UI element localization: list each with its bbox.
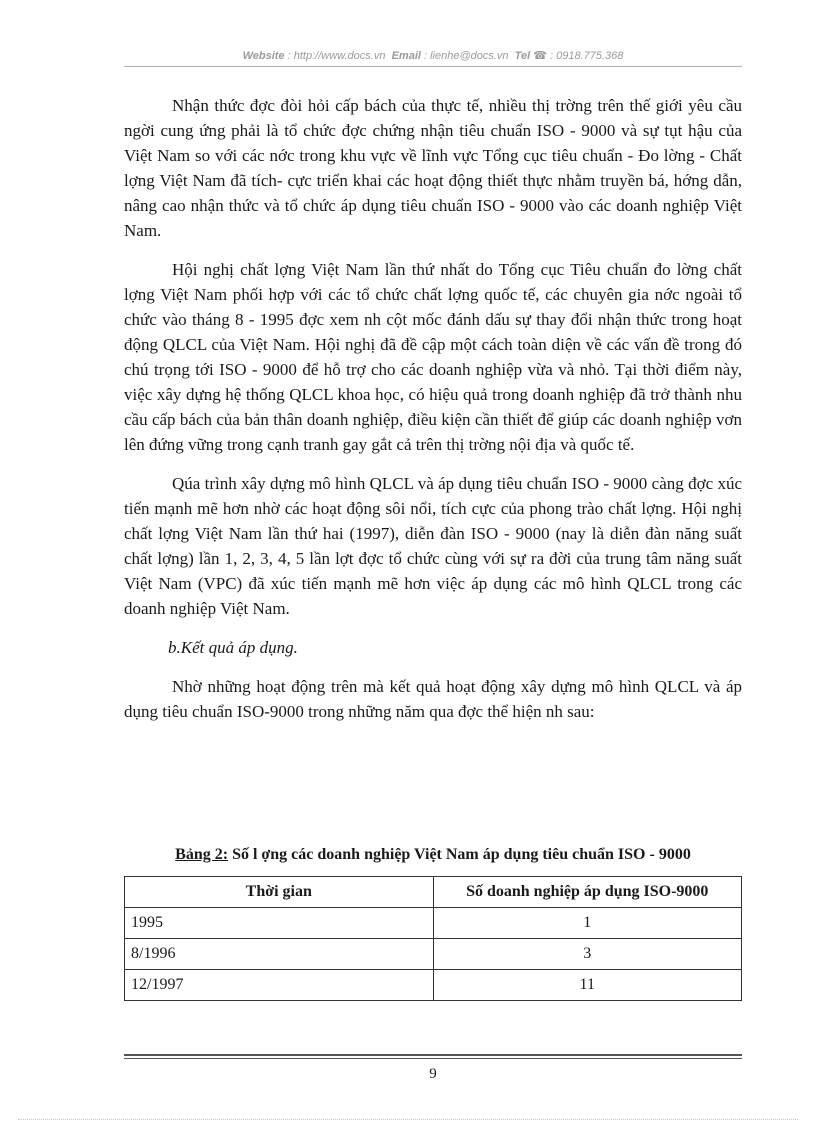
section-subheading: b.Kết quả áp dụng. xyxy=(168,638,298,657)
paragraph-2: Hội nghị chất lợng Việt Nam lần thứ nhất do Tổng cục Tiêu chuẩn đo lờng chất lợng Việt Nam phối hợp với các tổ chức chất lợng quốc tế, các chuyên gia nớc ngoài tổ chức vào tháng 8 - 1995 đợc xem nh cột mốc đánh dấu sự thay đổi nhận thức trong hoạt động QLCL của Việt Nam. Hội nghị đã đề cập một cách toàn diện về các vấn đề trong đó chú trọng tới ISO - 9000 để hỗ trợ cho các doanh nghiệp vừa và nhỏ. Tại thời điểm này, việc xây dựng hệ thống QLCL khoa học, có hiệu quả trong doanh nghiệp đã trở thành nhu cầu cấp bách của bản thân doanh nghiệp, điều kiện cần thiết để giúp các doanh nghiệp vơn lên đứng vững trong cạnh tranh gay gắt cả trên thị trờng nội địa và quốc tế. xyxy=(124,260,742,454)
cell-time: 12/1997 xyxy=(125,970,434,1001)
column-header-time: Thời gian xyxy=(125,877,434,908)
website-value[interactable]: : http://www.docs.vn xyxy=(287,50,386,62)
column-header-count: Số doanh nghiệp áp dụng ISO-9000 xyxy=(433,877,742,908)
table-row xyxy=(125,908,742,939)
page-header xyxy=(124,49,742,62)
document-body xyxy=(124,93,742,738)
footer-divider-thin xyxy=(124,1058,742,1059)
table-row xyxy=(125,970,742,1001)
paragraph-1: Nhận thức đợc đòi hỏi cấp bách của thực tế, nhiều thị trờng trên thế giới yêu cầu ngời cung ứng phải là tổ chức đợc chứng nhận tiêu chuẩn ISO - 9000 và sự tụt hậu của Việt Nam so với các nớc trong khu vực về lĩnh vực Tổng cục tiêu chuẩn - Đo lờng - Chất lợng Việt Nam đã tích- cực triển khai các hoạt động thiết thực nhằm truyền bá, hớng dẫn, nâng cao nhận thức và tổ chức áp dụng tiêu chuẩn ISO - 9000 vào các doanh nghiệp Việt Nam. xyxy=(124,96,742,240)
email-label: Email xyxy=(391,50,421,62)
footer-divider-thick xyxy=(124,1054,742,1056)
paragraph-3: Qúa trình xây dựng mô hình QLCL và áp dụng tiêu chuẩn ISO - 9000 càng đợc xúc tiến mạnh mẽ hơn nhờ các hoạt động sôi nổi, tích cực của phong trào chất lợng. Hội nghị chất lợng Việt Nam lần thứ hai (1997), diễn đàn ISO - 9000 (nay là diễn đàn năng suất chất lợng) lần 1, 2, 3, 4, 5 lần lợt đợc tổ chức cùng với sự ra đời của trung tâm năng suất Việt Nam (VPC) đã xúc tiến mạnh mẽ hơn việc áp dụng các mô hình QLCL trong các doanh nghiệp Việt Nam. xyxy=(124,474,742,618)
email-value[interactable]: : lienhe@docs.vn xyxy=(424,50,509,62)
cell-count: 3 xyxy=(433,939,742,970)
paragraph-4: Nhờ những hoạt động trên mà kết quả hoạt động xây dựng mô hình QLCL và áp dụng tiêu chuẩn ISO-9000 trong những năm qua đợc thể hiện nh sau: xyxy=(124,677,742,721)
page-number: 9 xyxy=(429,1066,437,1082)
tel-value: ☎ : 0918.775.368 xyxy=(533,50,624,62)
page-bottom-dotted-line xyxy=(18,1119,798,1120)
cell-time: 1995 xyxy=(125,908,434,939)
tel-label: Tel xyxy=(514,50,531,62)
table-caption-text: Số l ợng các doanh nghiệp Việt Nam áp dụng tiêu chuẩn ISO - 9000 xyxy=(228,846,691,863)
table-header-row xyxy=(125,877,742,908)
website-label: Website xyxy=(242,50,285,62)
table-caption xyxy=(124,846,742,864)
header-divider xyxy=(124,66,742,67)
table-caption-label: Bảng 2: xyxy=(175,846,229,863)
table-row xyxy=(125,939,742,970)
cell-count: 11 xyxy=(433,970,742,1001)
cell-time: 8/1996 xyxy=(125,939,434,970)
cell-count: 1 xyxy=(433,908,742,939)
iso-adoption-table xyxy=(124,876,742,1001)
